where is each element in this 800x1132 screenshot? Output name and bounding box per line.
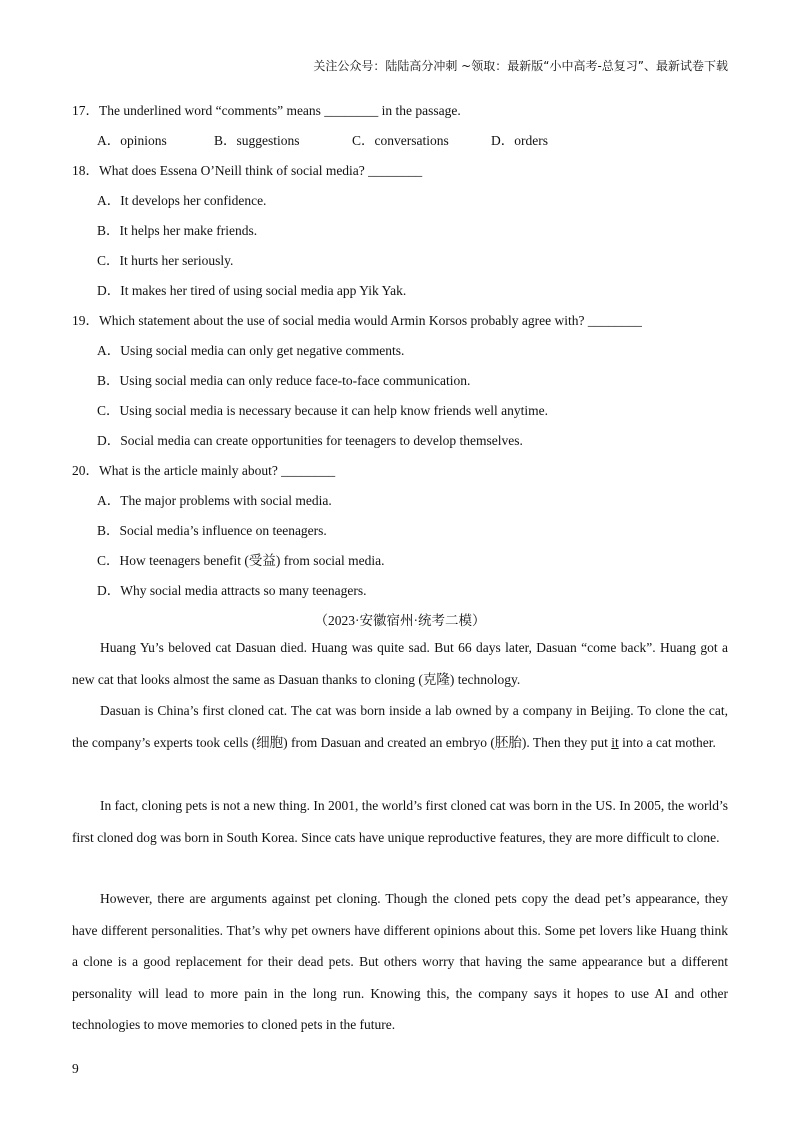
question-17-option-a: A．opinions [97, 133, 167, 148]
passage-paragraph-3: In fact, cloning pets is not a new thing. In 2001, the world’s first cloned cat was born in the US. In 2005, the world’s first cloned dog was born in South Korea. Since cats have unique reproductive features, they are more difficult to clone. [72, 798, 729, 845]
question-17-option-c: C．conversations [352, 133, 449, 148]
question-18-option-b: B．It helps her make friends. [97, 223, 258, 238]
question-19-option-c: C．Using social media is necessary because it can help know friends well anytime. [97, 403, 548, 418]
question-19-option-b: B．Using social media can only reduce face-to-face communication. [97, 373, 471, 388]
question-20-option-c: C．How teenagers benefit (受益) from social media. [97, 553, 385, 568]
question-17-options [97, 129, 548, 149]
passage-paragraph-4: However, there are arguments against pet cloning. Though the cloned pets copy the dead pet’s appearance, they have different personalities. That’s why pet owners have different opinions about this. Some pet lovers like Huang think a clone is a good replacement for their dead pets. But others worry that having the same appearance but a different personality will lead to more pain in the long run. Knowing this, the company says it hopes to use AI and other technologies to move memories to cloned pets in the future. [72, 891, 728, 1032]
question-17-stem: 17．The underlined word “comments” means ________ in the passage. [72, 103, 461, 118]
passage-paragraph-1: Huang Yu’s beloved cat Dasuan died. Huang was quite sad. But 66 days later, Dasuan “come back”. Huang got a new cat that looks almost the same as Dasuan thanks to cloning (克隆) technology. [72, 640, 728, 687]
question-18-stem: 18．What does Essena O’Neill think of social media? ________ [72, 163, 423, 178]
question-20-option-b: B．Social media’s influence on teenagers. [97, 523, 327, 538]
page-number: 9 [72, 1061, 79, 1076]
question-20-option-a: A．The major problems with social media. [97, 493, 332, 508]
page-header: 关注公众号：陆陆高分冲刺 ~领取：最新版“小中高考-总复习”、最新试卷下载 [313, 59, 728, 73]
underlined-word-it: it [611, 734, 619, 750]
passage-paragraph-2 [72, 695, 728, 758]
paragraph-2-text-after: into a cat mother. [618, 734, 716, 750]
question-19-option-a: A．Using social media can only get negative comments. [97, 343, 405, 358]
question-18-option-a: A．It develops her confidence. [97, 193, 267, 208]
question-20-option-d: D．Why social media attracts so many teenagers. [97, 583, 367, 598]
passage-source: （2023·安徽宿州·统考二模） [314, 613, 486, 628]
question-18-option-d: D．It makes her tired of using social media app Yik Yak. [97, 283, 407, 298]
paragraph-2-text-before: Dasuan is China’s first cloned cat. The cat was born inside a lab owned by a company in Beijing. To clone the cat, the company’s experts took cells (细胞) from Dasuan and created an embryo (胚胎). Then they put [72, 703, 728, 750]
question-17-option-b: B．suggestions [214, 133, 300, 148]
question-18-option-c: C．It hurts her seriously. [97, 253, 234, 268]
question-17-option-d: D．orders [491, 133, 548, 148]
question-19-option-d: D．Social media can create opportunities for teenagers to develop themselves. [97, 433, 523, 448]
question-20-stem: 20．What is the article mainly about? ________ [72, 463, 336, 478]
question-19-stem: 19．Which statement about the use of social media would Armin Korsos probably agree with? ________ [72, 313, 642, 328]
